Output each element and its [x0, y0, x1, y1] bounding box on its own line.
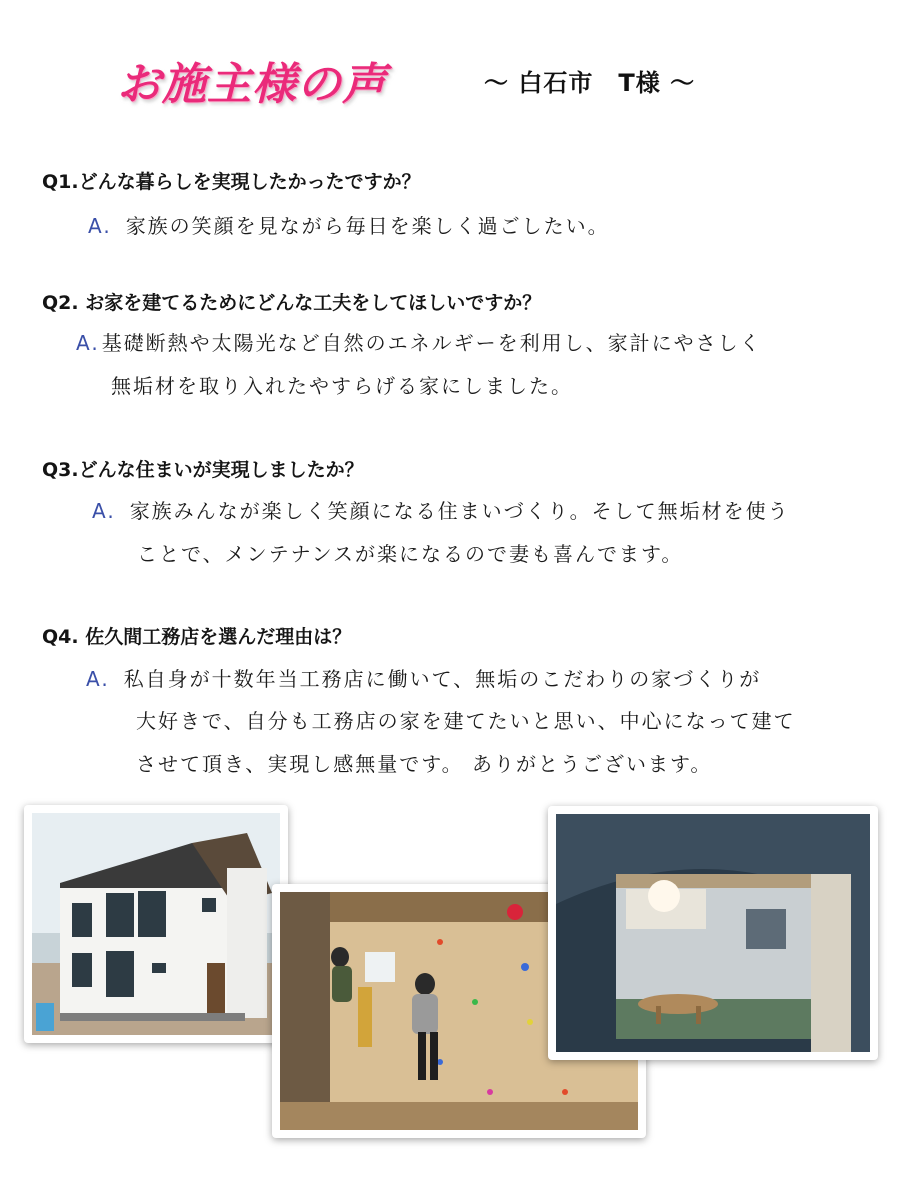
page-subtitle: ～ 白石市 T様 ～ — [484, 69, 696, 97]
house-exterior-photo — [24, 805, 288, 1043]
answer-text: 私自身が十数年当工務店に働いて、無垢のこだわりの家づくりが — [123, 667, 762, 691]
answer-mark: A. — [86, 667, 110, 691]
answer-text: 基礎断熱や太陽光など自然のエネルギーを利用し、家計にやさしく — [101, 331, 762, 355]
question-2: Q2. お家を建てるためにどんな工夫をしてほしいですか？ — [42, 292, 542, 314]
answer-2-line-2: 無垢材を取り入れたやすらげる家にしました。 — [111, 374, 573, 398]
page-title: お施主様の声 — [117, 59, 387, 110]
answer-text: 家族の笑顔を見ながら毎日を楽しく過ごしたい。 — [125, 214, 610, 238]
question-3: Q3.どんな住まいが実現しましたか？ — [42, 459, 364, 481]
answer-4-line-1 — [86, 663, 761, 692]
answer-mark: A. — [88, 214, 112, 238]
answer-3-line-2: ことで、メンテナンスが楽になるので妻も喜んでます。 — [137, 542, 684, 566]
answer-text: 家族みんなが楽しく笑顔になる住まいづくり。そして無垢材を使う — [129, 499, 790, 523]
answer-4-line-3: させて頂き、実現し感無量です。 ありがとうございます。 — [136, 752, 713, 776]
question-4: Q4. 佐久間工務店を選んだ理由は？ — [42, 626, 352, 648]
answer-3-line-1 — [92, 495, 790, 524]
answer-mark: A. — [76, 331, 100, 355]
answer-1-line-1 — [88, 210, 610, 239]
answer-mark: A. — [92, 499, 116, 523]
answer-4-line-2: 大好きで、自分も工務店の家を建てたいと思い、中心になって建て — [136, 709, 796, 733]
tatami-room-photo — [548, 806, 878, 1060]
question-1: Q1.どんな暮らしを実現したかったですか？ — [42, 171, 421, 193]
answer-2-line-1 — [76, 327, 762, 356]
